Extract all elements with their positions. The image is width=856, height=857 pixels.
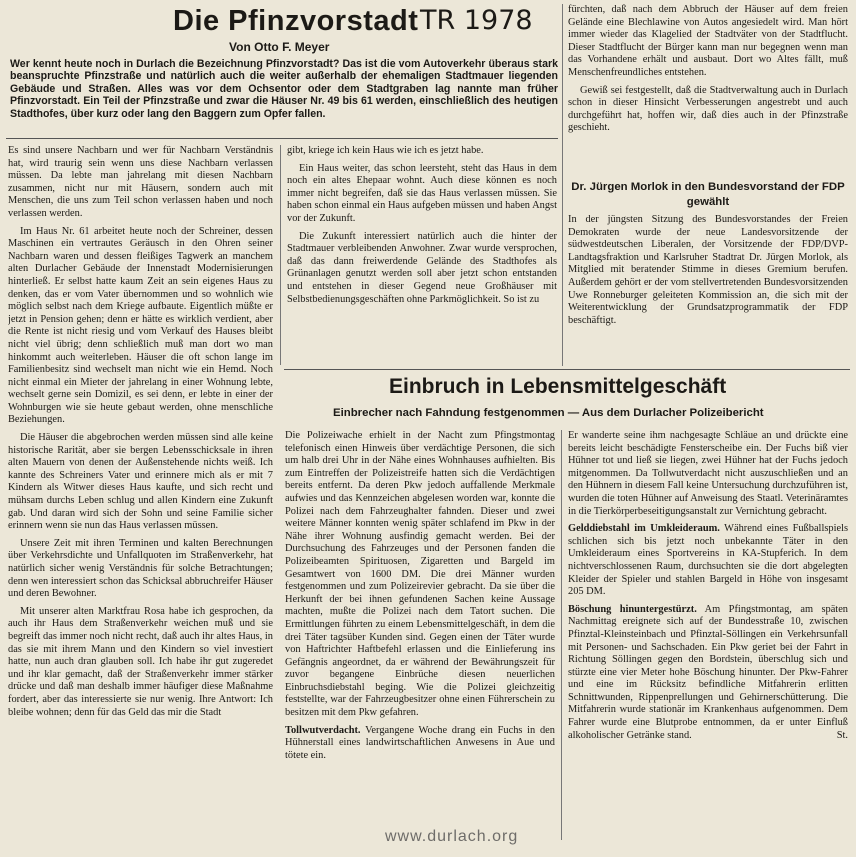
column-divider: [562, 4, 563, 366]
paragraph: Mit unserer alten Marktfrau Rosa habe ich gesprochen, da auch ihr Haus dem Straßenverkehr weichen muß und sie begreift das immer noch nicht recht, daß auch ihr altes Haus, in das sie mit ihrem Mann und den Kindern so viel investiert hatte, nun auch dran glauben soll. Ich habe ihr gut zugeredet und ihr klar gemacht, daß der Straßenverkehr immer stärker drücke und daß man deshalb immer häufiger diese Maßnahme fordert, aber das interessierte sie nur wenig. Ihre Antwort: Ich bleibe wohnen; denn für das Geld das mir die Stadt: [8, 605, 273, 718]
column-divider: [280, 145, 281, 365]
paragraph: Gewiß sei festgestellt, daß die Stadtverwaltung auch in Durlach schon in dieser Hinsicht Verbesserungen angestrebt und auch durchgeführt hat, hoffen wir, daß dies auch in der Pfinzstraße geschieht.: [568, 84, 848, 134]
column-divider: [561, 430, 562, 840]
article-column-2: [287, 145, 557, 367]
paragraph: fürchten, daß nach dem Abbruch der Häuser auf dem freien Gelände eine Blechlawine von Autos angesiedelt wird. Man hört immer wieder das Klagelied der Stadtväter von der Stadtflucht. Dieser Stadtflucht der Bürger kann man nur begegnen wenn man das Vorhandene erhält und ausbaut. Dort wo Altes fällt, muß Menschenfreundliches entstehen.: [568, 4, 848, 78]
paragraph: Er wanderte seine ihm nachgesagte Schläue an und drückte eine bereits leicht beschädigte Fensterscheibe ein. Der Fuchs biß vier Hühner tot und ließ sie liegen, zwei Hühner hat der Fuchs jedoch mitgenommen. Da Tollwutverdacht nicht auszuschließen und an den Hühnern in diesem Fall keine Untersuchung durchzuführen ist, wurden die toten Hühner auf Anweisung des Staatl. Veterinäramtes in die Tierkörperbeseitigungsanstalt zur Vernichtung gebracht.: [568, 430, 848, 517]
paragraph: Die Polizeiwache erhielt in der Nacht zum Pfingstmontag telefonisch einen Hinweis über verdächtige Personen, die sich um halb drei Uhr in der Nähe eines Wohnhauses aufhielten. Bis zum Eintreffen der Polizeistreife hatten sich die Verdächtigen bereits entfernt. Da deren Pkw jedoch auffallende Merkmale aufwies und das Kennzeichen abgelesen worden war, konnte die Polizei nach dem Fahrzeughalter fahnden. Dieser und zwei weitere Männer konnten wenig später schlafend im Pkw in der Nähe ihrer Wohnung ausfindig gemacht werden. Bei der Durchsuchung des Fahrzeuges und der Personen fanden die Polizeibeamten Spirituosen, Zigaretten und Bargeld im Gesamtwert von 1600 DM. Die drei Männer wurden festgenommen und zum Polizeirevier gebracht. Da sie über die Herkunft der bei ihnen gefundenen Sachen keine Aussage machten, mußte die Polizei nach dem Tatort suchen. Die Ermittlungen führten zu einem Lebensmittelgeschäft, in dem die drei Täter tagsüber Kunden sind. Gegen einen der Täter wurde von Haftrichter Haftbefehl erlassen und die Einlieferung ins Gefängnis angeordnet, da er während der Bewährungszeit für zuvor begangene Einbrüche diesen neuerlichen Einbruchsdiebstahl beging. Wie die Polizei gleichzeitig feststellte, war der Fahrzeugbesitzer ohne einen Führerschein zu besitzen mit dem Pkw gefahren.: [285, 430, 555, 719]
runin-text: Am Pfingstmontag, am späten Nachmittag ereignete sich auf der Bundesstraße 10, zwischen Pfinztal-Kleinsteinbach und Pfinztal-Söllingen ein Verkehrsunfall mit Personen- und Sachschaden. Ein Pkw geriet bei der Fahrt in Richtung Söllingen gegen den Bordstein, überschlug sich und stürzte eine vier Meter hohe Böschung hinunter. Der Pkw-Fahrer und eine im Rücksitz befindliche Mitfahrerin erlitten Schnittwunden, Rippenprellungen und Gehirnerschütterung. Die Mitfahrerin wurde stationär im Krankenhaus aufgenommen. Dem Fahrer wurde eine Blutprobe entnommen, da er unter Einfluß alkoholischer Getränke stand.: [568, 603, 848, 741]
runin-text: Während eines Fußballspiels schlichen sich bis jetzt noch unbekannte Täter in den Umkleideraum eines Sportvereins in KA-Stupferich. In dem nichtverschlossenen Raum, durchsuchten sie die dort abgelegten Kleider der Spieler und stahlen Bargeld in Höhe von insgesamt 205 DM.: [568, 523, 848, 598]
runin-heading: Böschung hinuntergestürzt.: [568, 603, 697, 615]
police-column-left: [285, 430, 555, 844]
runin-heading: Tollwutverdacht.: [285, 724, 361, 736]
paragraph: Es sind unsere Nachbarn und wer für Nachbarn Verständnis hat, wird traurig sein wenn uns diese Nachbarn verlassen müssen. Da lebte man jahrelang mit diesen Nachbarn zusammen, nicht nur mit Häusern, sondern auch mit Menschen, die uns zum Teil schon verlassen haben und noch verlassen werden.: [8, 145, 273, 219]
paragraph: gibt, kriege ich kein Haus wie ich es jetzt habe.: [287, 145, 484, 156]
article-column-1: [8, 145, 273, 850]
paragraph: Die Häuser die abgebrochen werden müssen sind alle keine historische Rarität, aber sie bergen Lebensschicksale in ihren alten Mauern von denen der Außenstehende nichts weiß. Ich kannte des Schreiners Vater und erinnere mich als er mit 7 Kindern als Witwer dieses Haus kaufte, und sich recht und mühsam durchs Leben schlug und allen Kindern eine Zukunft gab. Und daran wird sich der Sohn und seine Familie sicher erinnern wenn sie nun das Haus verlassen müssen.: [8, 432, 273, 532]
police-report-subtitle: Einbrecher nach Fahndung festgenommen — Aus dem Durlacher Polizeibericht: [333, 407, 764, 419]
article-column-3: [568, 4, 848, 170]
paragraph: Die Zukunft interessiert natürlich auch die hinter der Stadtmauer verbleibenden Anwohner. Zwar wurde versprochen, daß das dann freiwerdende Gelände des Stadthofes als Grünanlagen genutzt werden soll aber jetzt schon entstanden und entstehen in dieser Gegend neue Großhäuser mit Selbstbedienungsgeschäften ohne Parkmöglichkeit. So ist zu: [287, 230, 557, 305]
article-byline: Von Otto F. Meyer: [229, 40, 330, 54]
police-report-title: Einbruch in Lebensmittelgeschäft: [389, 375, 727, 398]
article-title: Die Pfinzvorstadt: [173, 5, 419, 37]
paragraph: Im Haus Nr. 61 arbeitet heute noch der Schreiner, dessen Maschinen ein vertrautes Geräusch in den Ohren seiner Nachbarn waren und dessen fleißiges Tagwerk an manchem alten Durlacher Gebäude der Innenstadt Modernisierungen hinterließ. Er selbst hatte kaum Zeit an sein eigenes Haus zu denken, das er vom Vater übernommen und so wohnlich wie möglich selbst nach dem Kriege aufbaute. Eigentlich müßte er jetzt in Pension gehen; denn er hätte es wirklich verdient, aber die Rente ist nicht riesig und vom Verkauf des Hauses bleibt nicht viel übrig; denn schließlich muß man dort wo man hinkommt auch weiterleben. Häuser die oft schon lange im Familienbesitz sind wechselt man nicht wie ein Hemd. Noch nicht einmal ein Mieter der jahrelang in einer Wohnung lebte, wechselt gerne sein Domizil, es sei denn, er lebte in einer der Wohnburgen wie sie heute gebaut werden, ohne menschliche Beziehungen.: [8, 225, 273, 426]
section-divider: [284, 369, 850, 370]
lead-divider: [6, 138, 558, 139]
fdp-body: [568, 214, 848, 364]
paragraph: Unsere Zeit mit ihren Terminen und kalten Berechnungen über Verkehrsdichte und Unfallquoten im Straßenverkehr, hat natürlich sicher wenig Verständnis für solche Betrachtungen; denn wen interessiert schon das Schicksal abbruchreifer Häuser und deren Bewohner.: [8, 537, 273, 600]
fdp-heading: Dr. Jürgen Morlok in den Bundesvorstand der FDP gewählt: [571, 181, 845, 208]
police-column-right: [568, 430, 848, 850]
paragraph: [568, 604, 848, 743]
paragraph: Ein Haus weiter, das schon leersteht, steht das Haus in dem noch ein altes Ehepaar wohnt. Auch diese können es noch immer nicht begreifen, daß sie das Haus verlassen müssen. Sie haben schon einmal ein Haus aufgeben müssen und haben Angst vor der Zukunft.: [287, 162, 557, 224]
runin-heading: Gelddiebstahl im Umkleideraum.: [568, 523, 720, 535]
handwritten-note: TR 1978: [420, 5, 533, 36]
watermark: www.durlach.org: [385, 828, 519, 845]
runin-text: Vergangene Woche drang ein Fuchs in den Hühnerstall eines landwirtschaftlichen Anwesens in Aue und tötete ein.: [285, 724, 555, 761]
article-lead: Wer kennt heute noch in Durlach die Bezeichnung Pfinzvorstadt? Das ist die vom Autoverkehr überaus stark beanspruchte Pfinzstraße und natürlich auch die weiter außerhalb der ehemaligen Stadtmauer liegenden Gebäude und Straßen. Alles was vor dem Ochsentor oder dem Stadtgraben lag nannte man früher Pfinzvorstadt. Ein Teil der Pfinzstraße und zwar die Häuser Nr. 49 bis 61 werden, einschließlich des heutigen Stadthofes, über kurz oder lang den Baggern zum Opfer fallen.: [10, 58, 558, 120]
author-signature: St.: [836, 729, 848, 741]
paragraph: [568, 523, 848, 599]
paragraph: [285, 725, 555, 763]
paragraph: In der jüngsten Sitzung des Bundesvorstandes der Freien Demokraten wurde der neue Landesvorsitzende der südwestdeutschen Liberalen, der Vorsitzende der FDP/DVP-Landtagsfraktion und Karlsruher Stadtrat Dr. Jürgen Morlok, als Mitglied mit beratender Stimme in dieses Gremium berufen. Außerdem gehört er der vom stellvertretenden Bundesvorsitzenden Uwe Ronneburger geleiteten Kommission an, die sich mit der Weiterentwicklung der Grundsatzprogrammatik der FDP beschäftigt.: [568, 214, 848, 326]
